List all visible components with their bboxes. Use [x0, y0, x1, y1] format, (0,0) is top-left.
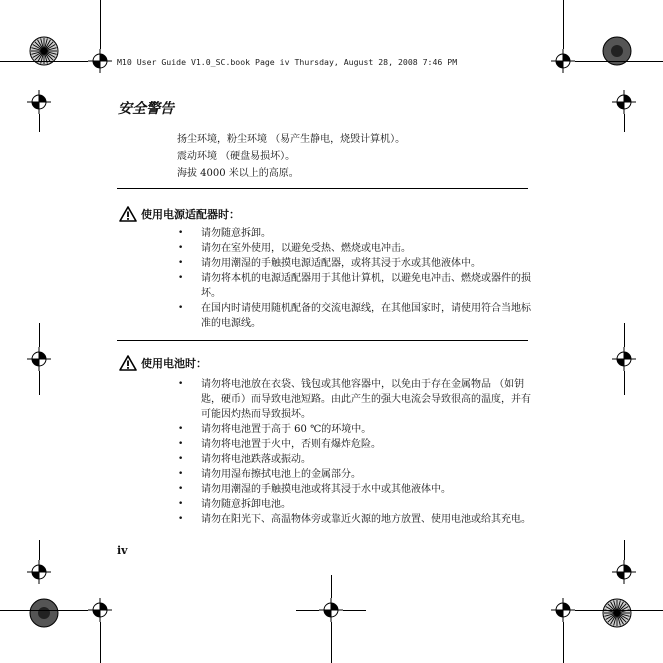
- list-item: • 请勿随意拆卸电池。: [176, 497, 531, 512]
- registration-target-icon: [612, 560, 636, 584]
- battery-warning-list: [176, 377, 531, 527]
- intro-line: 震动环境 （硬盘易损坏）。: [177, 151, 296, 162]
- intro-list: [177, 131, 405, 182]
- print-slug: M10 User Guide V1.0_SC.book Page iv Thursday, August 28, 2008 7:46 PM: [117, 57, 458, 67]
- registration-target-icon: [551, 49, 575, 73]
- list-item: • 在国内时请使用随机配备的交流电源线，在其他国家时，请使用符合当地标准的电源线。: [176, 301, 531, 331]
- list-item: • 请勿在室外使用，以避免受热、燃烧或电冲击。: [176, 241, 531, 256]
- trim-line: [624, 371, 625, 395]
- list-item: • 请勿用湿布擦拭电池上的金属部分。: [176, 467, 531, 482]
- registration-target-icon: [88, 49, 112, 73]
- registration-target-icon: [27, 560, 51, 584]
- registration-target-icon: [88, 598, 112, 622]
- trim-line: [39, 114, 40, 132]
- list-item: • 请勿将电池放在衣袋、钱包或其他容器中，以免由于存在金属物品 （如钥匙，硬币）而导致电池短路。由此产生的强大电流会导致很高的温度，并有可能因灼热而导致损坏。: [176, 377, 531, 422]
- trim-line: [0, 61, 88, 62]
- trim-line: [331, 575, 332, 598]
- trim-line: [624, 323, 625, 347]
- warning-triangle-icon: [119, 206, 137, 222]
- list-item: • 请勿将电池置于高于 60 ℃的环境中。: [176, 422, 531, 437]
- trim-line: [39, 323, 40, 347]
- list-item: • 请勿用潮湿的手触摸电池或将其浸于水中或其他液体中。: [176, 482, 531, 497]
- trim-line: [331, 622, 332, 663]
- trim-line: [624, 114, 625, 132]
- adapter-warning-heading: [119, 206, 240, 222]
- list-item: • 请勿用潮湿的手触摸电源适配器，或将其浸于水或其他液体中。: [176, 256, 531, 271]
- trim-line: [575, 610, 663, 611]
- registration-rosette-icon: [602, 598, 632, 628]
- registration-target-icon: [612, 347, 636, 371]
- trim-line: [39, 371, 40, 395]
- trim-line: [0, 610, 88, 611]
- trim-line: [563, 622, 564, 663]
- battery-warning-heading: [119, 355, 207, 371]
- adapter-warning-list: [176, 226, 531, 331]
- intro-line: 扬尘环境，粉尘环境 （易产生静电，烧毁计算机）。: [177, 134, 406, 145]
- trim-line: [343, 610, 366, 611]
- list-item: • 请勿将本机的电源适配器用于其他计算机，以避免电冲击、燃烧或器件的损坏。: [176, 271, 531, 301]
- trim-line: [296, 610, 319, 611]
- trim-line: [39, 540, 40, 560]
- section-divider: [117, 340, 528, 341]
- section-divider: [117, 188, 528, 189]
- intro-line: 海拔 4000 米以上的高原。: [177, 168, 299, 179]
- registration-target-icon: [612, 90, 636, 114]
- registration-target-icon: [551, 598, 575, 622]
- page-title: 安全警告: [118, 101, 174, 117]
- trim-line: [624, 540, 625, 560]
- list-item: • 请勿随意拆卸。: [176, 226, 531, 241]
- trim-line: [563, 0, 564, 49]
- registration-target-icon: [319, 598, 343, 622]
- registration-target-icon: [27, 347, 51, 371]
- adapter-warning-title: 使用电源适配器时：: [141, 208, 240, 221]
- registration-rosette-icon: [29, 598, 59, 628]
- warning-triangle-icon: [119, 355, 137, 371]
- list-item: • 请勿将电池置于火中，否则有爆炸危险。: [176, 437, 531, 452]
- battery-warning-title: 使用电池时：: [141, 357, 207, 370]
- list-item: • 请勿在阳光下、高温物体旁或靠近火源的地方放置、使用电池或给其充电。: [176, 512, 531, 527]
- trim-line: [100, 0, 101, 49]
- page-number: iv: [117, 544, 128, 557]
- registration-target-icon: [27, 90, 51, 114]
- list-item: • 请勿将电池跌落或振动。: [176, 452, 531, 467]
- trim-line: [100, 622, 101, 663]
- trim-line: [575, 61, 663, 62]
